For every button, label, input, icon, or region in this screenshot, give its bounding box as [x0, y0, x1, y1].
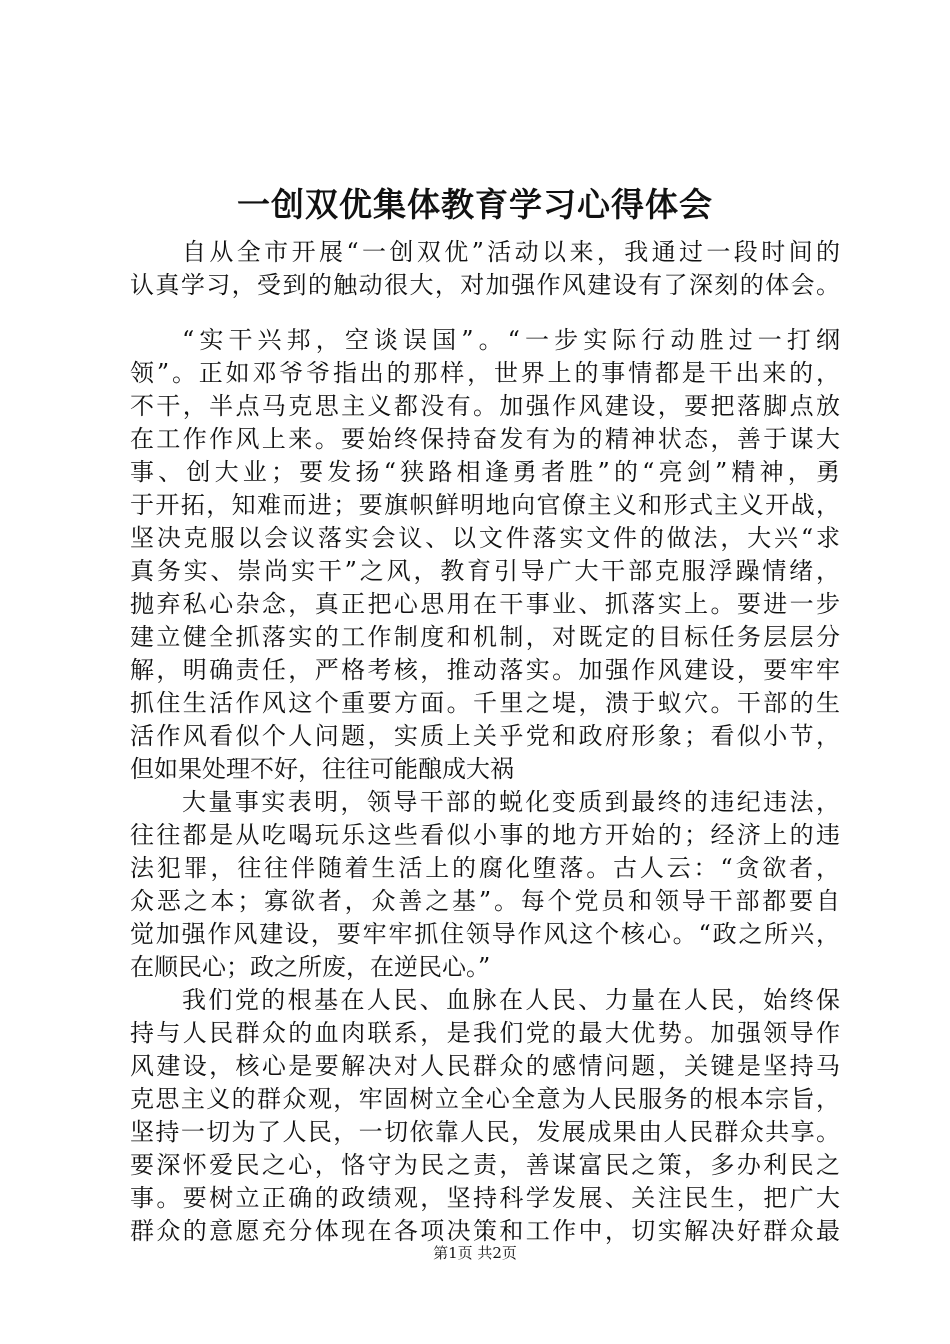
- text-line: 事。要树立正确的政绩观，坚持科学发展、关注民生，把广大: [130, 1184, 840, 1212]
- text-line: 法犯罪，往往伴随着生活上的腐化堕落。古人云：“贪欲者，: [130, 854, 840, 882]
- text-line: 于开拓，知难而进；要旗帜鲜明地向官僚主义和形式主义开战，: [130, 491, 840, 519]
- text-line: 群众的意愿充分体现在各项决策和工作中，切实解决好群众最: [130, 1217, 840, 1245]
- text-line: 认真学习，受到的触动很大，对加强作风建设有了深刻的体会。: [130, 271, 840, 299]
- text-line: 坚决克服以会议落实会议、以文件落实文件的做法，大兴“求: [130, 524, 840, 552]
- text-line: 抛弃私心杂念，真正把心思用在干事业、抓落实上。要进一步: [130, 590, 840, 618]
- text-line: 众恶之本；寡欲者，众善之基”。每个党员和领导干部都要自: [130, 887, 840, 915]
- text-line: 我们党的根基在人民、血脉在人民、力量在人民，始终保: [182, 986, 840, 1014]
- paragraph-spacer: [130, 302, 840, 324]
- paragraph-3: [130, 786, 840, 984]
- text-line: 坚持一切为了人民，一切依靠人民，发展成果由人民群众共享。: [130, 1118, 840, 1146]
- text-line: 持与人民群众的血肉联系，是我们党的最大优势。加强领导作: [130, 1019, 840, 1047]
- text-line: 活作风看似个人问题，实质上关乎党和政府形象；看似小节，: [130, 722, 840, 750]
- document-body: [130, 236, 840, 1248]
- text-line: 在工作作风上来。要始终保持奋发有为的精神状态，善于谋大: [130, 425, 840, 453]
- text-line: 不干，半点马克思主义都没有。加强作风建设，要把落脚点放: [130, 392, 840, 420]
- text-line: 真务实、崇尚实干”之风，教育引导广大干部克服浮躁情绪，: [130, 557, 840, 585]
- text-line: 风建设，核心是要解决对人民群众的感情问题，关键是坚持马: [130, 1052, 840, 1080]
- text-line: 往往都是从吃喝玩乐这些看似小事的地方开始的；经济上的违: [130, 821, 840, 849]
- paragraph-1: [130, 236, 840, 302]
- paragraph-4: [130, 984, 840, 1248]
- text-line: 解，明确责任，严格考核，推动落实。加强作风建设，要牢牢: [130, 656, 840, 684]
- text-line: 建立健全抓落实的工作制度和机制，对既定的目标任务层层分: [130, 623, 840, 651]
- text-line: 领”。正如邓爷爷指出的那样，世界上的事情都是干出来的，: [130, 359, 840, 387]
- text-line: 在顺民心；政之所废，在逆民心。”: [130, 953, 491, 981]
- text-line: 抓住生活作风这个重要方面。千里之堤，溃于蚁穴。干部的生: [130, 689, 840, 717]
- text-line: 但如果处理不好，往往可能酿成大祸: [130, 755, 514, 783]
- text-line: 克思主义的群众观，牢固树立全心全意为人民服务的根本宗旨，: [130, 1085, 840, 1113]
- paragraph-2: [130, 324, 840, 786]
- text-line: 自从全市开展“一创双优”活动以来，我通过一段时间的: [182, 238, 840, 266]
- text-line: “实干兴邦，空谈误国”。“一步实际行动胜过一打纲: [182, 326, 840, 354]
- text-line: 要深怀爱民之心，恪守为民之责，善谋富民之策，多办利民之: [130, 1151, 840, 1179]
- text-line: 大量事实表明，领导干部的蜕化变质到最终的违纪违法，: [182, 788, 840, 816]
- document-title: 一创双优集体教育学习心得体会: [237, 185, 713, 224]
- text-line: 事、创大业；要发扬“狭路相逢勇者胜”的“亮剑”精神，勇: [130, 458, 840, 486]
- page-footer: 第1页 共2页: [433, 1244, 517, 1262]
- text-line: 觉加强作风建设，要牢牢抓住领导作风这个核心。“政之所兴，: [130, 920, 840, 948]
